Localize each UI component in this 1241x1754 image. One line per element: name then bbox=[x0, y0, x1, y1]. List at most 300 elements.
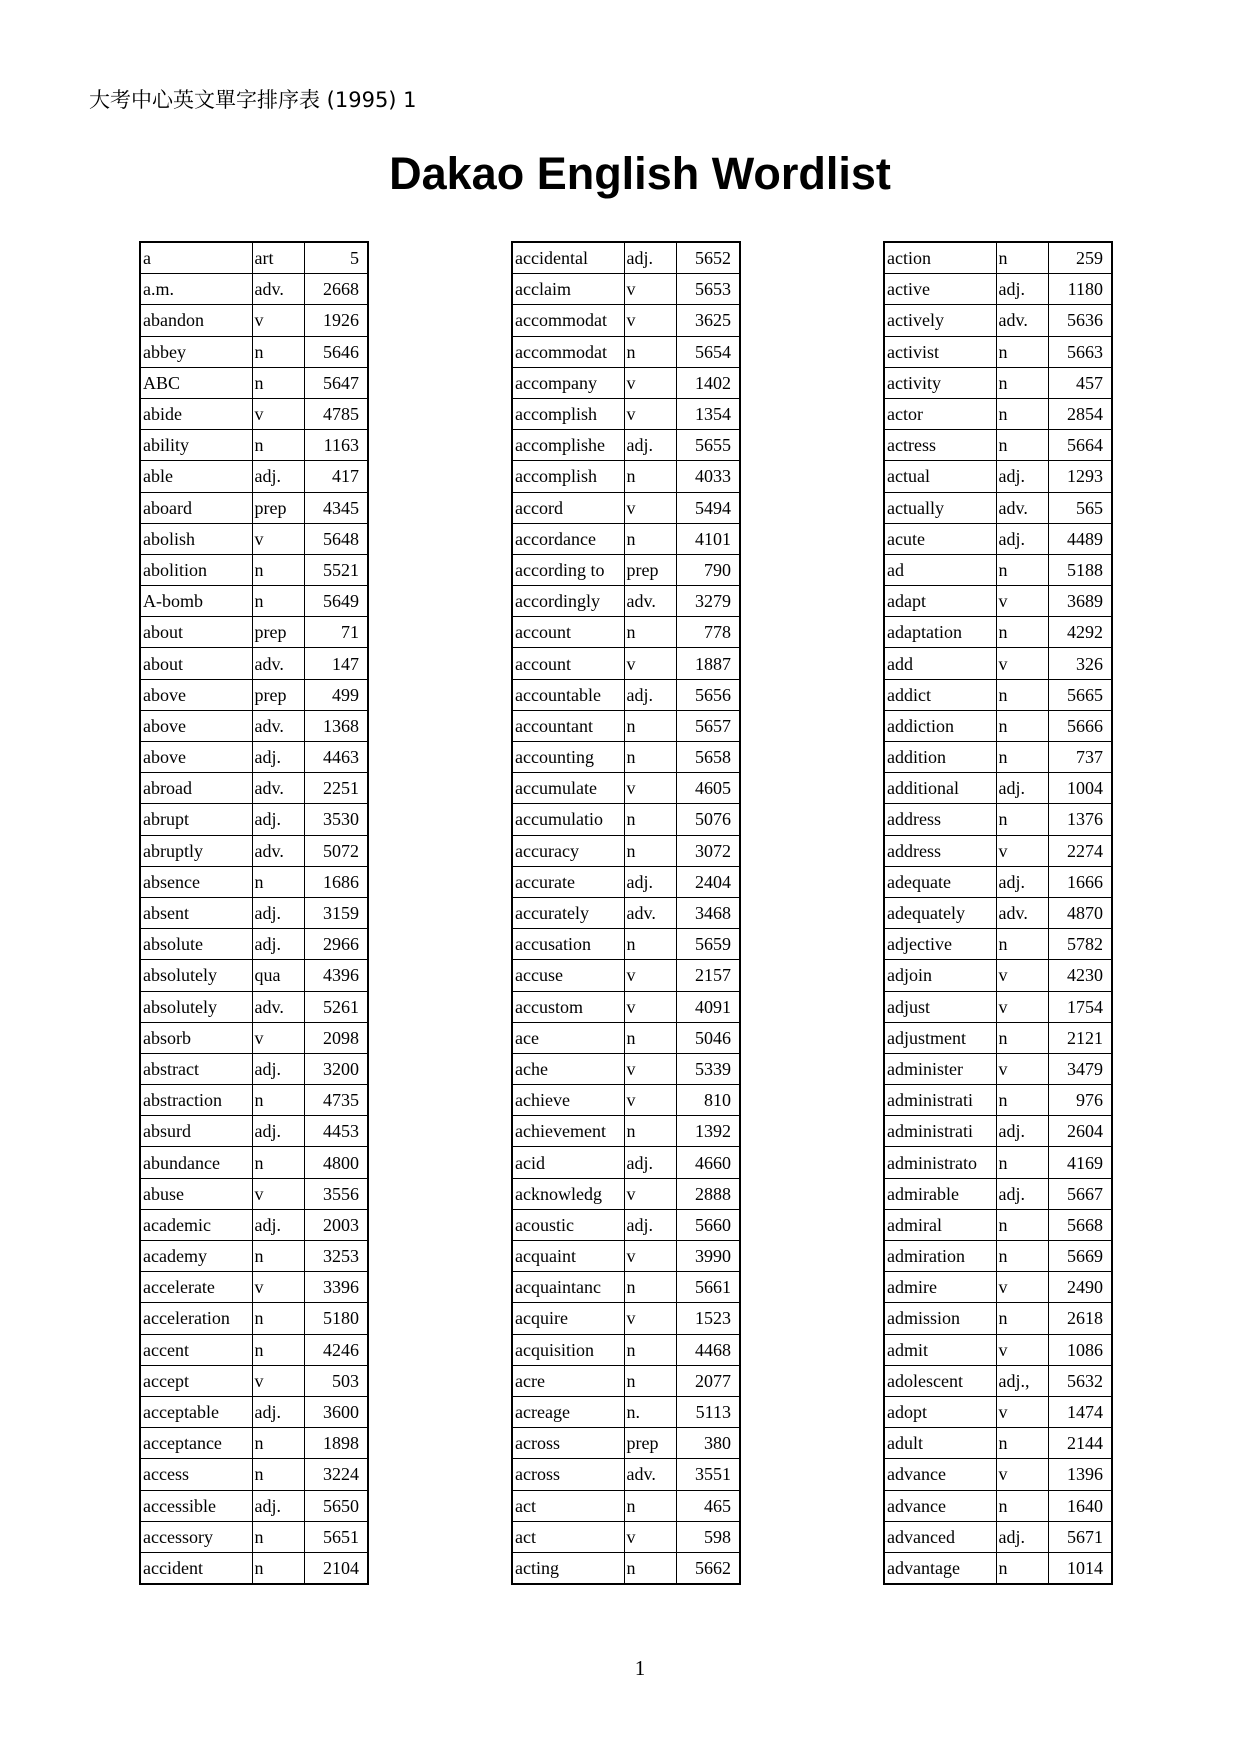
table-row bbox=[884, 1053, 1112, 1084]
word-cell: addition bbox=[884, 742, 996, 773]
word-cell: abandon bbox=[140, 305, 252, 336]
rank-cell: 2274 bbox=[1048, 835, 1112, 866]
table-row bbox=[140, 492, 368, 523]
part-of-speech-cell: v bbox=[996, 1459, 1048, 1490]
part-of-speech-cell: adj. bbox=[996, 866, 1048, 897]
word-cell: ad bbox=[884, 554, 996, 585]
part-of-speech-cell: n bbox=[252, 1334, 304, 1365]
part-of-speech-cell: n bbox=[996, 1428, 1048, 1459]
part-of-speech-cell: v bbox=[624, 1241, 676, 1272]
table-row bbox=[884, 336, 1112, 367]
rank-cell: 5655 bbox=[676, 430, 740, 461]
table-row bbox=[884, 866, 1112, 897]
rank-cell: 3253 bbox=[304, 1241, 368, 1272]
part-of-speech-cell: n bbox=[996, 617, 1048, 648]
rank-cell: 737 bbox=[1048, 742, 1112, 773]
part-of-speech-cell: prep bbox=[624, 1428, 676, 1459]
rank-cell: 2121 bbox=[1048, 1022, 1112, 1053]
table-row bbox=[884, 430, 1112, 461]
table-row bbox=[884, 617, 1112, 648]
part-of-speech-cell: adj. bbox=[996, 461, 1048, 492]
rank-cell: 5648 bbox=[304, 523, 368, 554]
table-row bbox=[512, 274, 740, 305]
table-row bbox=[140, 274, 368, 305]
part-of-speech-cell: n bbox=[996, 1552, 1048, 1584]
part-of-speech-cell: n bbox=[996, 1085, 1048, 1116]
part-of-speech-cell: adj. bbox=[252, 1490, 304, 1521]
word-cell: account bbox=[512, 648, 624, 679]
part-of-speech-cell: v bbox=[624, 398, 676, 429]
table-row bbox=[884, 648, 1112, 679]
rank-cell: 1666 bbox=[1048, 866, 1112, 897]
part-of-speech-cell: n bbox=[624, 523, 676, 554]
word-cell: abruptly bbox=[140, 835, 252, 866]
part-of-speech-cell: n bbox=[624, 1116, 676, 1147]
rank-cell: 1180 bbox=[1048, 274, 1112, 305]
part-of-speech-cell: n bbox=[624, 835, 676, 866]
part-of-speech-cell: v bbox=[996, 1396, 1048, 1427]
table-row bbox=[140, 648, 368, 679]
table-row bbox=[140, 398, 368, 429]
table-row bbox=[512, 1459, 740, 1490]
rank-cell: 1402 bbox=[676, 367, 740, 398]
table-row bbox=[512, 929, 740, 960]
part-of-speech-cell: v bbox=[624, 1085, 676, 1116]
table-row bbox=[512, 1022, 740, 1053]
rank-cell: 3468 bbox=[676, 897, 740, 928]
part-of-speech-cell: v bbox=[996, 586, 1048, 617]
part-of-speech-cell: n bbox=[252, 586, 304, 617]
rank-cell: 4246 bbox=[304, 1334, 368, 1365]
rank-cell: 5660 bbox=[676, 1209, 740, 1240]
table-row bbox=[140, 1272, 368, 1303]
word-cell: advance bbox=[884, 1490, 996, 1521]
rank-cell: 4463 bbox=[304, 742, 368, 773]
rank-cell: 4489 bbox=[1048, 523, 1112, 554]
table-row bbox=[884, 367, 1112, 398]
word-cell: absence bbox=[140, 866, 252, 897]
word-cell: adopt bbox=[884, 1396, 996, 1427]
part-of-speech-cell: n bbox=[996, 554, 1048, 585]
rank-cell: 3556 bbox=[304, 1178, 368, 1209]
table-row bbox=[512, 554, 740, 585]
table-row bbox=[512, 710, 740, 741]
rank-cell: 5180 bbox=[304, 1303, 368, 1334]
part-of-speech-cell: adj. bbox=[996, 1178, 1048, 1209]
rank-cell: 1396 bbox=[1048, 1459, 1112, 1490]
table-row bbox=[512, 679, 740, 710]
word-cell: absurd bbox=[140, 1116, 252, 1147]
rank-cell: 4870 bbox=[1048, 897, 1112, 928]
rank-cell: 2157 bbox=[676, 960, 740, 991]
word-cell: abolition bbox=[140, 554, 252, 585]
rank-cell: 5665 bbox=[1048, 679, 1112, 710]
part-of-speech-cell: adv. bbox=[252, 274, 304, 305]
part-of-speech-cell: adv. bbox=[252, 648, 304, 679]
word-cell: accumulatio bbox=[512, 804, 624, 835]
word-cell: addiction bbox=[884, 710, 996, 741]
rank-cell: 4800 bbox=[304, 1147, 368, 1178]
table-row bbox=[512, 1396, 740, 1427]
table-row bbox=[512, 1272, 740, 1303]
word-cell: accident bbox=[140, 1552, 252, 1584]
rank-cell: 326 bbox=[1048, 648, 1112, 679]
table-row bbox=[140, 1303, 368, 1334]
word-cell: accountable bbox=[512, 679, 624, 710]
rank-cell: 5076 bbox=[676, 804, 740, 835]
table-row bbox=[884, 554, 1112, 585]
rank-cell: 5646 bbox=[304, 336, 368, 367]
part-of-speech-cell: n bbox=[624, 1490, 676, 1521]
rank-cell: 465 bbox=[676, 1490, 740, 1521]
table-row bbox=[140, 742, 368, 773]
part-of-speech-cell: adj. bbox=[624, 1147, 676, 1178]
table-row bbox=[884, 274, 1112, 305]
word-cell: abbey bbox=[140, 336, 252, 367]
table-row bbox=[884, 492, 1112, 523]
table-row bbox=[512, 742, 740, 773]
word-cell: act bbox=[512, 1521, 624, 1552]
table-row bbox=[884, 586, 1112, 617]
page-number: 1 bbox=[634, 1656, 646, 1680]
table-row bbox=[140, 1428, 368, 1459]
part-of-speech-cell: v bbox=[624, 1303, 676, 1334]
rank-cell: 4091 bbox=[676, 991, 740, 1022]
rank-cell: 1523 bbox=[676, 1303, 740, 1334]
part-of-speech-cell: n bbox=[996, 1303, 1048, 1334]
part-of-speech-cell: n bbox=[996, 804, 1048, 835]
part-of-speech-cell: prep bbox=[624, 554, 676, 585]
part-of-speech-cell: v bbox=[252, 523, 304, 554]
table-row bbox=[884, 1552, 1112, 1584]
table-row bbox=[512, 1428, 740, 1459]
table-row bbox=[140, 835, 368, 866]
rank-cell: 4230 bbox=[1048, 960, 1112, 991]
table-row bbox=[140, 804, 368, 835]
part-of-speech-cell: n bbox=[996, 929, 1048, 960]
part-of-speech-cell: n bbox=[624, 1334, 676, 1365]
word-cell: absent bbox=[140, 897, 252, 928]
rank-cell: 3279 bbox=[676, 586, 740, 617]
rank-cell: 5636 bbox=[1048, 305, 1112, 336]
table-row bbox=[884, 398, 1112, 429]
rank-cell: 5664 bbox=[1048, 430, 1112, 461]
word-cell: adjective bbox=[884, 929, 996, 960]
word-cell: additional bbox=[884, 773, 996, 804]
part-of-speech-cell: n bbox=[252, 1521, 304, 1552]
rank-cell: 5651 bbox=[304, 1521, 368, 1552]
rank-cell: 417 bbox=[304, 461, 368, 492]
word-cell: actress bbox=[884, 430, 996, 461]
table-row bbox=[512, 835, 740, 866]
part-of-speech-cell: n bbox=[252, 1552, 304, 1584]
table-row bbox=[512, 492, 740, 523]
part-of-speech-cell: v bbox=[252, 1022, 304, 1053]
word-cell: abstraction bbox=[140, 1085, 252, 1116]
part-of-speech-cell: n bbox=[624, 1022, 676, 1053]
part-of-speech-cell: adj. bbox=[996, 1521, 1048, 1552]
word-cell: acceleration bbox=[140, 1303, 252, 1334]
rank-cell: 5650 bbox=[304, 1490, 368, 1521]
table-row bbox=[140, 1334, 368, 1365]
part-of-speech-cell: v bbox=[624, 492, 676, 523]
rank-cell: 1887 bbox=[676, 648, 740, 679]
table-row bbox=[512, 648, 740, 679]
word-cell: acquisition bbox=[512, 1334, 624, 1365]
wordlist-table-3 bbox=[883, 241, 1113, 1585]
table-row bbox=[140, 554, 368, 585]
table-row bbox=[512, 991, 740, 1022]
part-of-speech-cell: v bbox=[252, 1272, 304, 1303]
word-cell: accept bbox=[140, 1365, 252, 1396]
part-of-speech-cell: adj. bbox=[252, 1116, 304, 1147]
word-cell: acceptance bbox=[140, 1428, 252, 1459]
table-row bbox=[884, 929, 1112, 960]
word-cell: actual bbox=[884, 461, 996, 492]
table-row bbox=[140, 586, 368, 617]
rank-cell: 5649 bbox=[304, 586, 368, 617]
word-cell: add bbox=[884, 648, 996, 679]
word-cell: actor bbox=[884, 398, 996, 429]
part-of-speech-cell: adj., bbox=[996, 1365, 1048, 1396]
wordlist-table-2 bbox=[511, 241, 741, 1585]
part-of-speech-cell: v bbox=[624, 773, 676, 804]
part-of-speech-cell: n. bbox=[624, 1396, 676, 1427]
rank-cell: 976 bbox=[1048, 1085, 1112, 1116]
word-cell: accessory bbox=[140, 1521, 252, 1552]
table-row bbox=[512, 897, 740, 928]
rank-cell: 5653 bbox=[676, 274, 740, 305]
rank-cell: 4101 bbox=[676, 523, 740, 554]
rank-cell: 5669 bbox=[1048, 1241, 1112, 1272]
table-row bbox=[884, 1396, 1112, 1427]
word-cell: abstract bbox=[140, 1053, 252, 1084]
word-cell: adequate bbox=[884, 866, 996, 897]
rank-cell: 4169 bbox=[1048, 1147, 1112, 1178]
part-of-speech-cell: qua bbox=[252, 960, 304, 991]
table-row bbox=[140, 991, 368, 1022]
word-cell: ache bbox=[512, 1053, 624, 1084]
table-row bbox=[512, 1147, 740, 1178]
rank-cell: 5671 bbox=[1048, 1521, 1112, 1552]
part-of-speech-cell: adj. bbox=[252, 804, 304, 835]
part-of-speech-cell: v bbox=[996, 1272, 1048, 1303]
word-cell: adolescent bbox=[884, 1365, 996, 1396]
part-of-speech-cell: adj. bbox=[996, 274, 1048, 305]
rank-cell: 3625 bbox=[676, 305, 740, 336]
table-row bbox=[884, 1022, 1112, 1053]
word-cell: actually bbox=[884, 492, 996, 523]
word-cell: accuse bbox=[512, 960, 624, 991]
rank-cell: 2251 bbox=[304, 773, 368, 804]
table-row bbox=[140, 336, 368, 367]
rank-cell: 4345 bbox=[304, 492, 368, 523]
part-of-speech-cell: v bbox=[996, 835, 1048, 866]
word-cell: abroad bbox=[140, 773, 252, 804]
table-row bbox=[884, 1428, 1112, 1459]
word-cell: action bbox=[884, 242, 996, 274]
rank-cell: 1354 bbox=[676, 398, 740, 429]
rank-cell: 3990 bbox=[676, 1241, 740, 1272]
part-of-speech-cell: prep bbox=[252, 679, 304, 710]
table-row bbox=[512, 305, 740, 336]
table-row bbox=[140, 617, 368, 648]
part-of-speech-cell: adv. bbox=[624, 586, 676, 617]
part-of-speech-cell: n bbox=[624, 742, 676, 773]
table-row bbox=[512, 586, 740, 617]
word-cell: adequately bbox=[884, 897, 996, 928]
rank-cell: 5494 bbox=[676, 492, 740, 523]
part-of-speech-cell: adv. bbox=[252, 835, 304, 866]
table-row bbox=[140, 1365, 368, 1396]
part-of-speech-cell: v bbox=[624, 305, 676, 336]
rank-cell: 1163 bbox=[304, 430, 368, 461]
table-row bbox=[884, 1521, 1112, 1552]
word-cell: across bbox=[512, 1459, 624, 1490]
running-header: 大考中心英文單字排序表 (1995) 1 bbox=[89, 88, 417, 112]
table-row bbox=[512, 367, 740, 398]
part-of-speech-cell: n bbox=[252, 1428, 304, 1459]
word-cell: absolutely bbox=[140, 991, 252, 1022]
part-of-speech-cell: n bbox=[996, 1022, 1048, 1053]
word-cell: A-bomb bbox=[140, 586, 252, 617]
table-row bbox=[884, 305, 1112, 336]
table-row bbox=[512, 430, 740, 461]
part-of-speech-cell: v bbox=[624, 1053, 676, 1084]
rank-cell: 1368 bbox=[304, 710, 368, 741]
rank-cell: 259 bbox=[1048, 242, 1112, 274]
rank-cell: 380 bbox=[676, 1428, 740, 1459]
word-cell: above bbox=[140, 742, 252, 773]
rank-cell: 778 bbox=[676, 617, 740, 648]
part-of-speech-cell: v bbox=[996, 1053, 1048, 1084]
table-row bbox=[884, 804, 1112, 835]
part-of-speech-cell: adj. bbox=[624, 1209, 676, 1240]
word-cell: administrati bbox=[884, 1085, 996, 1116]
table-row bbox=[512, 1303, 740, 1334]
table-row bbox=[884, 773, 1112, 804]
rank-cell: 5782 bbox=[1048, 929, 1112, 960]
table-row bbox=[140, 773, 368, 804]
part-of-speech-cell: adv. bbox=[996, 305, 1048, 336]
part-of-speech-cell: adj. bbox=[624, 679, 676, 710]
part-of-speech-cell: n bbox=[996, 336, 1048, 367]
table-row bbox=[140, 430, 368, 461]
table-row bbox=[512, 773, 740, 804]
table-row bbox=[512, 523, 740, 554]
word-cell: academy bbox=[140, 1241, 252, 1272]
table-row bbox=[140, 897, 368, 928]
rank-cell: 5657 bbox=[676, 710, 740, 741]
part-of-speech-cell: n bbox=[252, 336, 304, 367]
rank-cell: 5521 bbox=[304, 554, 368, 585]
rank-cell: 1898 bbox=[304, 1428, 368, 1459]
table-row bbox=[512, 1053, 740, 1084]
rank-cell: 5046 bbox=[676, 1022, 740, 1053]
part-of-speech-cell: prep bbox=[252, 617, 304, 648]
rank-cell: 2098 bbox=[304, 1022, 368, 1053]
word-cell: abide bbox=[140, 398, 252, 429]
rank-cell: 3530 bbox=[304, 804, 368, 835]
rank-cell: 5113 bbox=[676, 1396, 740, 1427]
word-cell: address bbox=[884, 804, 996, 835]
table-row bbox=[884, 242, 1112, 274]
table-row bbox=[884, 1209, 1112, 1240]
part-of-speech-cell: n bbox=[252, 1459, 304, 1490]
rank-cell: 2854 bbox=[1048, 398, 1112, 429]
rank-cell: 1376 bbox=[1048, 804, 1112, 835]
table-row bbox=[884, 1147, 1112, 1178]
table-row bbox=[512, 1490, 740, 1521]
word-cell: acknowledg bbox=[512, 1178, 624, 1209]
table-row bbox=[140, 1521, 368, 1552]
rank-cell: 4453 bbox=[304, 1116, 368, 1147]
rank-cell: 1640 bbox=[1048, 1490, 1112, 1521]
part-of-speech-cell: adj. bbox=[624, 242, 676, 274]
word-cell: accountant bbox=[512, 710, 624, 741]
part-of-speech-cell: n bbox=[996, 1241, 1048, 1272]
word-cell: advantage bbox=[884, 1552, 996, 1584]
rank-cell: 5632 bbox=[1048, 1365, 1112, 1396]
rank-cell: 2888 bbox=[676, 1178, 740, 1209]
word-cell: adjustment bbox=[884, 1022, 996, 1053]
table-row bbox=[512, 866, 740, 897]
part-of-speech-cell: adj. bbox=[996, 1116, 1048, 1147]
word-cell: accomplishe bbox=[512, 430, 624, 461]
rank-cell: 790 bbox=[676, 554, 740, 585]
rank-cell: 1392 bbox=[676, 1116, 740, 1147]
part-of-speech-cell: v bbox=[996, 1334, 1048, 1365]
rank-cell: 5652 bbox=[676, 242, 740, 274]
rank-cell: 147 bbox=[304, 648, 368, 679]
part-of-speech-cell: n bbox=[624, 710, 676, 741]
rank-cell: 598 bbox=[676, 1521, 740, 1552]
word-cell: aboard bbox=[140, 492, 252, 523]
part-of-speech-cell: n bbox=[996, 430, 1048, 461]
table-row bbox=[140, 523, 368, 554]
word-cell: act bbox=[512, 1490, 624, 1521]
word-cell: abrupt bbox=[140, 804, 252, 835]
word-cell: achievement bbox=[512, 1116, 624, 1147]
part-of-speech-cell: v bbox=[624, 274, 676, 305]
part-of-speech-cell: v bbox=[252, 1178, 304, 1209]
part-of-speech-cell: n bbox=[252, 1085, 304, 1116]
word-cell: a bbox=[140, 242, 252, 274]
word-cell: access bbox=[140, 1459, 252, 1490]
table-row bbox=[140, 710, 368, 741]
table-row bbox=[884, 1334, 1112, 1365]
word-cell: activity bbox=[884, 367, 996, 398]
table-row bbox=[512, 1365, 740, 1396]
word-cell: absorb bbox=[140, 1022, 252, 1053]
word-cell: acclaim bbox=[512, 274, 624, 305]
part-of-speech-cell: n bbox=[996, 242, 1048, 274]
table-row bbox=[140, 960, 368, 991]
table-row bbox=[884, 1178, 1112, 1209]
word-cell: ability bbox=[140, 430, 252, 461]
word-cell: accommodat bbox=[512, 305, 624, 336]
rank-cell: 5072 bbox=[304, 835, 368, 866]
wordlist-table-1 bbox=[139, 241, 369, 1585]
table-row bbox=[140, 1396, 368, 1427]
word-cell: actively bbox=[884, 305, 996, 336]
part-of-speech-cell: n bbox=[996, 679, 1048, 710]
word-cell: accordingly bbox=[512, 586, 624, 617]
word-cell: admission bbox=[884, 1303, 996, 1334]
part-of-speech-cell: adj. bbox=[252, 1209, 304, 1240]
part-of-speech-cell: adj. bbox=[996, 773, 1048, 804]
word-cell: accuracy bbox=[512, 835, 624, 866]
